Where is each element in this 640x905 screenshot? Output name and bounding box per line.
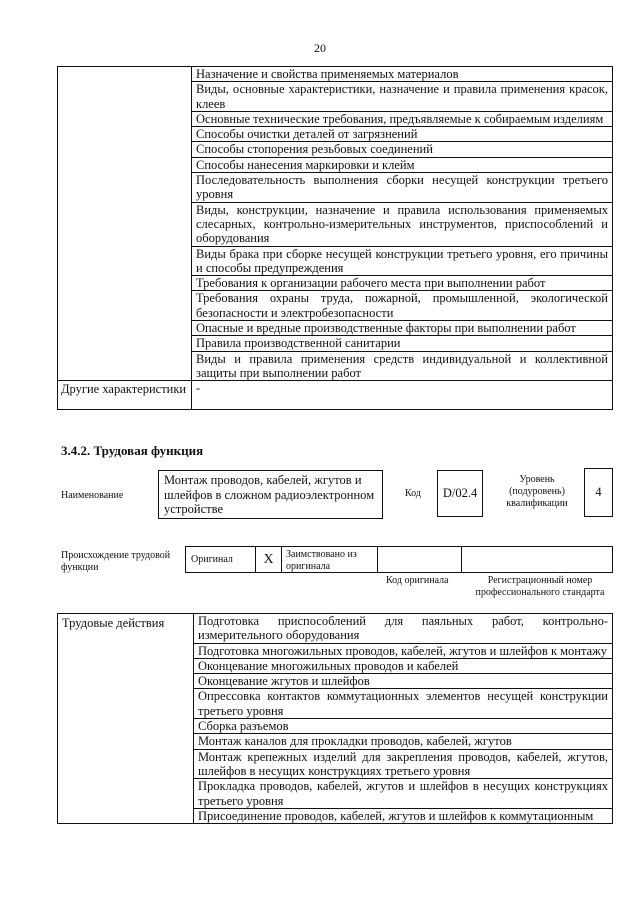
section-title: 3.4.2. Трудовая функция xyxy=(61,443,204,458)
required-knowledge-label-cell xyxy=(58,67,192,381)
origin-code-cell xyxy=(378,547,462,572)
knowledge-item: Опасные и вредные производственные факторы при выполнении работ xyxy=(192,321,613,336)
knowledge-item: Требования к организации рабочего места при выполнении работ xyxy=(192,276,613,291)
required-knowledge-table xyxy=(57,66,613,410)
original-mark: X xyxy=(256,547,282,572)
registration-number-cell xyxy=(462,547,612,572)
other-characteristics-label: Другие характеристики xyxy=(58,381,192,410)
table-row xyxy=(58,614,613,644)
borrowed-label: Заимствовано из оригинала xyxy=(282,547,378,572)
knowledge-item: Способы очистки деталей от загрязнений xyxy=(192,127,613,142)
origin-box xyxy=(185,546,613,573)
labor-action-item: Присоединение проводов, кабелей, жгутов и шлейфов к коммутационным xyxy=(194,808,613,823)
registration-number-label: Регистрационный номер профессионального стандарта xyxy=(475,575,605,598)
page-number: 20 xyxy=(314,41,326,55)
qualification-level-box: 4 xyxy=(584,468,613,517)
function-origin-label: Происхождение трудовой функции xyxy=(61,550,171,573)
original-label: Оригинал xyxy=(186,547,256,572)
knowledge-item: Основные технические требования, предъявляемые к собираемым изделиям xyxy=(192,111,613,126)
knowledge-item: Назначение и свойства применяемых материалов xyxy=(192,67,613,82)
function-code-box: D/02.4 xyxy=(437,470,483,517)
code-label: Код xyxy=(405,488,421,499)
labor-action-item: Монтаж каналов для прокладки проводов, кабелей, жгутов xyxy=(194,734,613,749)
other-characteristics-value: - xyxy=(192,381,613,410)
labor-actions-label: Трудовые действия xyxy=(58,614,194,824)
labor-action-item: Подготовка многожильных проводов, кабелей, жгутов и шлейфов к монтажу xyxy=(194,643,613,658)
labor-action-item: Прокладка проводов, кабелей, жгутов и шлейфов в несущих конструкциях третьего уровня xyxy=(194,779,613,809)
qualification-level-label: Уровень (подуровень) квалификации xyxy=(506,474,568,509)
knowledge-item: Правила производственной санитарии xyxy=(192,336,613,351)
labor-action-item: Опрессовка контактов коммутационных элементов несущей конструкции третьего уровня xyxy=(194,689,613,719)
knowledge-item: Виды, основные характеристики, назначение и правила применения красок, клеев xyxy=(192,82,613,112)
labor-actions-table xyxy=(57,613,613,824)
name-label: Наименование xyxy=(61,490,124,501)
labor-action-item: Оконцевание жгутов и шлейфов xyxy=(194,674,613,689)
table-row xyxy=(58,381,613,410)
table-row xyxy=(58,67,613,82)
knowledge-item: Последовательность выполнения сборки несущей конструкции третьего уровня xyxy=(192,173,613,203)
labor-action-item: Подготовка приспособлений для паяльных работ, контрольно-измерительного оборудования xyxy=(194,614,613,644)
knowledge-item: Способы стопорения резьбовых соединений xyxy=(192,142,613,157)
origin-code-label: Код оригинала xyxy=(386,575,449,586)
labor-action-item: Сборка разъемов xyxy=(194,719,613,734)
knowledge-item: Виды и правила применения средств индивидуальной и коллективной защиты при выполнении работ xyxy=(192,351,613,381)
labor-action-item: Монтаж крепежных изделий для закрепления проводов, кабелей, жгутов, шлейфов в несущих конструкциях третьего уровня xyxy=(194,749,613,779)
knowledge-item: Требования охраны труда, пожарной, промышленной, экологической безопасности и электробезопасности xyxy=(192,291,613,321)
function-name-box: Монтаж проводов, кабелей, жгутов и шлейфов в сложном радиоэлектронном устройстве xyxy=(158,470,383,519)
labor-action-item: Оконцевание многожильных проводов и кабелей xyxy=(194,658,613,673)
knowledge-item: Виды брака при сборке несущей конструкции третьего уровня, его причины и способы предупреждения xyxy=(192,246,613,276)
knowledge-item: Способы нанесения маркировки и клейм xyxy=(192,157,613,172)
knowledge-item: Виды, конструкции, назначение и правила использования применяемых слесарных, контрольно-измерительных инструментов, приспособлений и оборудования xyxy=(192,202,613,246)
